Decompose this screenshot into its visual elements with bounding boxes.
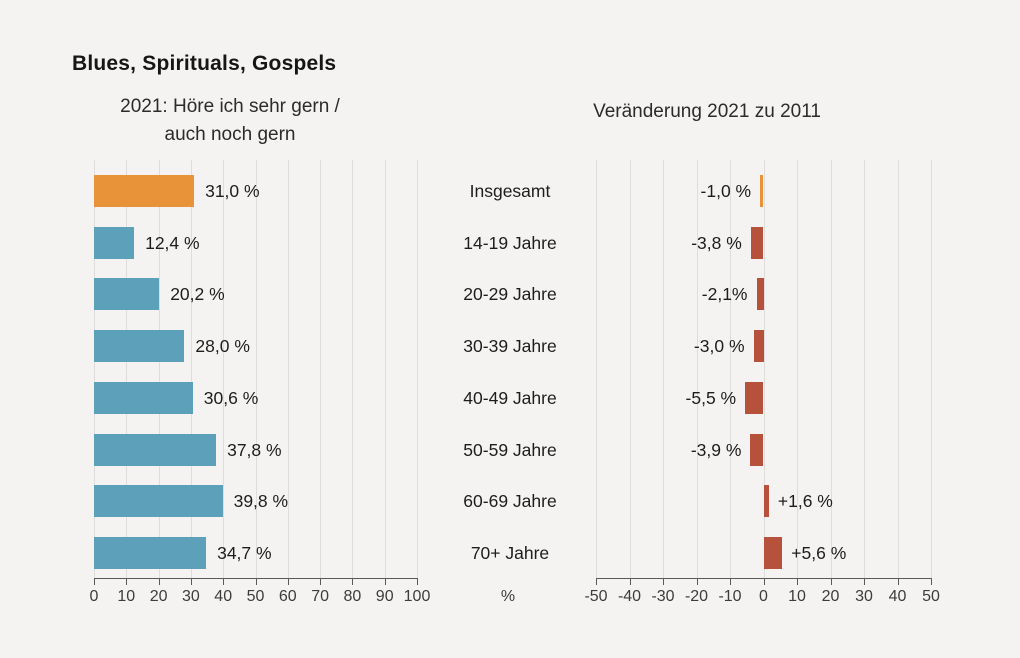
axis-tick (223, 578, 224, 585)
axis-tick-label: -10 (718, 588, 742, 605)
right-chart-bar (754, 330, 764, 362)
gridline (385, 160, 386, 578)
axis-tick-label: 70 (311, 588, 329, 605)
gridline (697, 160, 698, 578)
right-chart-bar (745, 382, 763, 414)
right-chart-bar (750, 434, 763, 466)
category-label: 40-49 Jahre (463, 387, 557, 408)
right-chart-bar (757, 278, 764, 310)
axis-tick (191, 578, 192, 585)
axis-tick-label: 20 (821, 588, 840, 605)
right-chart-value-label: +1,6 % (777, 491, 833, 512)
axis-tick-label: 40 (888, 588, 907, 605)
category-label: 20-29 Jahre (463, 284, 557, 305)
axis-tick (352, 578, 353, 585)
axis-line (596, 578, 931, 579)
left-chart-subtitle-line2: auch noch gern (164, 124, 296, 145)
category-label: Insgesamt (469, 181, 551, 201)
axis-tick-label: 50 (922, 588, 940, 605)
axis-unit-label: % (500, 588, 516, 605)
gridline (223, 160, 224, 578)
left-chart-bar (94, 330, 184, 362)
category-label: 50-59 Jahre (463, 439, 557, 460)
gridline (630, 160, 631, 578)
axis-tick (831, 578, 832, 585)
right-chart-value-label: -3,8 % (691, 232, 742, 253)
left-chart-subtitle (60, 93, 400, 149)
category-label: 30-39 Jahre (463, 336, 557, 357)
gridline (417, 160, 418, 578)
axis-tick-label: 60 (278, 588, 297, 605)
axis-tick (417, 578, 418, 585)
right-chart-value-label: -3,9 % (690, 439, 742, 460)
left-chart-value-label: 37,8 % (227, 439, 282, 460)
axis-tick (697, 578, 698, 585)
axis-tick (288, 578, 289, 585)
left-chart-value-label: 12,4 % (145, 232, 200, 253)
axis-tick (764, 578, 765, 585)
gridline (730, 160, 731, 578)
right-chart-value-label: -2,1% (701, 284, 748, 305)
axis-tick (663, 578, 664, 585)
left-chart-bar (94, 434, 216, 466)
axis-tick-label: 0 (89, 588, 99, 605)
right-chart-bar (764, 485, 769, 517)
axis-tick (797, 578, 798, 585)
axis-tick (94, 578, 95, 585)
axis-tick (898, 578, 899, 585)
axis-tick-label: 50 (246, 588, 265, 605)
gridline (663, 160, 664, 578)
left-chart-value-label: 31,0 % (205, 181, 260, 201)
axis-line (94, 578, 417, 579)
right-chart-subtitle: Veränderung 2021 zu 2011 (593, 101, 821, 122)
axis-tick-label: 30 (181, 588, 200, 605)
axis-tick-label: -30 (651, 588, 675, 605)
axis-tick-label: 100 (403, 588, 431, 605)
axis-tick (320, 578, 321, 585)
axis-tick-label: 10 (788, 588, 806, 605)
axis-tick (730, 578, 731, 585)
axis-tick (385, 578, 386, 585)
axis-tick-label: -40 (617, 588, 642, 605)
right-chart-value-label: -5,5 % (685, 387, 737, 408)
category-label: 14-19 Jahre (463, 232, 557, 253)
right-chart-bar (764, 537, 783, 569)
left-chart-value-label: 30,6 % (203, 387, 259, 408)
left-chart-bar (94, 227, 134, 259)
axis-tick (596, 578, 597, 585)
gridline (898, 160, 899, 578)
right-chart-value-label: -1,0 % (700, 181, 752, 201)
right-chart-value-label: +5,6 % (791, 542, 847, 563)
category-label: 70+ Jahre (470, 542, 550, 563)
category-label: 60-69 Jahre (463, 491, 557, 512)
gridline (864, 160, 865, 578)
axis-tick-label: -50 (584, 588, 608, 605)
axis-tick (864, 578, 865, 585)
left-chart-bar (94, 278, 159, 310)
gridline (352, 160, 353, 578)
axis-tick-label: -20 (684, 588, 709, 605)
left-chart-value-label: 39,8 % (233, 491, 289, 512)
axis-tick (126, 578, 127, 585)
axis-tick-label: 40 (214, 588, 233, 605)
axis-tick (159, 578, 160, 585)
page-title: Blues, Spirituals, Gospels (72, 52, 337, 75)
axis-tick (256, 578, 257, 585)
right-chart-bar (751, 227, 764, 259)
gridline (931, 160, 932, 578)
axis-tick-label: 80 (343, 588, 362, 605)
axis-tick-label: 20 (149, 588, 168, 605)
right-chart-value-label: -3,0 % (693, 336, 745, 357)
left-chart-bar (94, 382, 193, 414)
right-chart-bar (760, 175, 763, 207)
gridline (596, 160, 597, 578)
gridline (320, 160, 321, 578)
left-chart-bar (94, 537, 206, 569)
axis-tick (630, 578, 631, 585)
axis-tick-label: 0 (759, 588, 768, 605)
left-chart-value-label: 20,2 % (170, 284, 225, 305)
left-chart-bar (94, 175, 194, 207)
left-chart-value-label: 28,0 % (195, 336, 250, 357)
left-chart-value-label: 34,7 % (217, 542, 272, 563)
axis-tick-label: 30 (855, 588, 873, 605)
axis-tick (931, 578, 932, 585)
axis-tick-label: 90 (375, 588, 394, 605)
left-chart-bar (94, 485, 223, 517)
axis-tick-label: 10 (117, 588, 136, 605)
left-chart-subtitle-line1: 2021: Höre ich sehr gern / (120, 96, 340, 117)
